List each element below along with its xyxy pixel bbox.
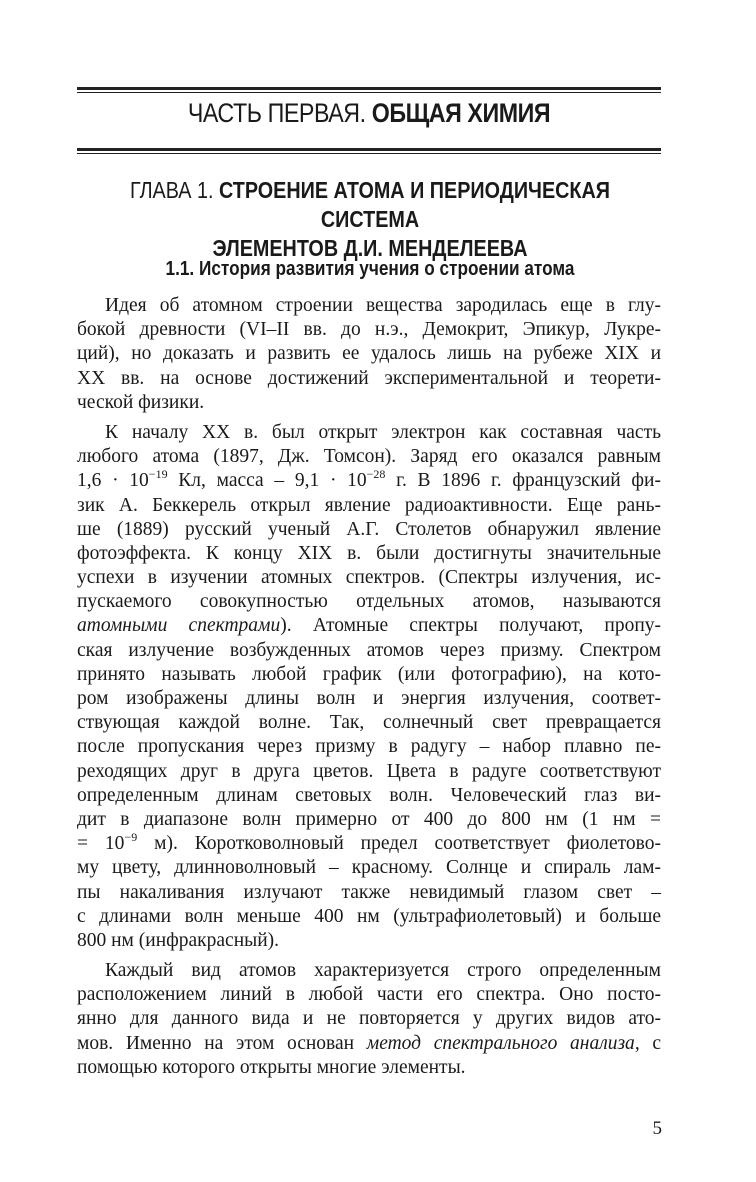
italic-term: атомными спектрами bbox=[77, 615, 281, 637]
text-line: пускаемого совокупностью отдельных атомов, называются bbox=[77, 591, 661, 613]
body-text bbox=[77, 294, 661, 1080]
part-name: ОБЩАЯ ХИМИЯ bbox=[371, 98, 551, 128]
section-title: 1.1. История развития учения о строении атома bbox=[165, 258, 575, 280]
exponent: −28 bbox=[366, 467, 386, 482]
text-line: ром изображены длины волн и энергия излучения, соответ- bbox=[77, 688, 661, 709]
top-rule-thin bbox=[77, 92, 661, 93]
text-line: Идея об атомном строении вещества зародилась еще в глу- bbox=[105, 295, 661, 316]
text-line: зик А. Беккерель открыл явление радиоактивности. Еще рань- bbox=[77, 494, 661, 516]
paragraph-3 bbox=[77, 959, 661, 1080]
exponent: −9 bbox=[124, 830, 138, 845]
text-line: дит в диапазоне волн примерно от 400 до 800 нм (1 нм = bbox=[77, 808, 661, 830]
text-line: 800 нм (инфракрасный). bbox=[77, 929, 280, 951]
chapter-prefix: ГЛАВА 1. bbox=[129, 177, 214, 203]
text-line: помощью которого открыты многие элементы. bbox=[77, 1056, 466, 1078]
text-line: ствующая каждой волне. Так, солнечный свет превращается bbox=[77, 712, 661, 734]
text-line: ческой физики. bbox=[77, 391, 205, 413]
part-prefix: ЧАСТЬ ПЕРВАЯ. bbox=[187, 98, 366, 128]
text-line: любого атома (1897, Дж. Томсон). Заряд его оказался равным bbox=[77, 446, 661, 468]
page-number: 5 bbox=[652, 1118, 662, 1139]
text-line: Каждый вид атомов характеризуется строго определенным bbox=[105, 960, 661, 982]
text-line: с длинами волн меньше 400 нм (ультрафиолетовый) и больше bbox=[77, 905, 661, 927]
italic-term: метод спектрального анализа bbox=[366, 1032, 635, 1054]
text-line: реходящих друг в друга цветов. Цвета в радуге соответствуют bbox=[77, 760, 661, 782]
text-line: ше (1889) русский ученый А.Г. Столетов обнаружил явление bbox=[77, 518, 661, 540]
text-line: мов. Именно на этом основан метод спектрального анализа, с bbox=[77, 1032, 662, 1054]
text-line: расположением линий в любой части его спектра. Оно посто- bbox=[77, 984, 661, 1006]
text-line: $1,6 \cdot 10^{-19}$ Кл, масса – $9,1 \cdot 10^{-28}$ г. В 1896 г. французский фи- bbox=[77, 467, 661, 492]
text-line: = $10^{-9}$ м). Коротковолновый предел соответствует фиолетово- bbox=[77, 830, 661, 855]
text-line: пы накаливания излучают также невидимый глазом свет – bbox=[77, 881, 661, 903]
paragraph-2 bbox=[77, 421, 661, 953]
part-bottom-rule-thin bbox=[77, 153, 661, 154]
chapter-title bbox=[103, 176, 636, 263]
text-line: после пропускания через призму в радугу – набор плавно пе- bbox=[77, 736, 661, 758]
text-line: бокой древности (VI–II вв. до н.э., Демокрит, Эпикур, Лукре- bbox=[77, 319, 661, 341]
chapter-title-line1: СТРОЕНИЕ АТОМА И ПЕРИОДИЧЕСКАЯ СИСТЕМА bbox=[218, 177, 611, 232]
text-line: XX вв. на основе достижений экспериментальной и теорети- bbox=[77, 367, 661, 389]
text-line: определенным длинам световых волн. Человеческий глаз ви- bbox=[77, 784, 661, 806]
text-line: принято называть любой график (или фотографию), на кото- bbox=[77, 663, 661, 685]
text-line: ций), но доказать и развить ее удалось лишь на рубеже XIX и bbox=[77, 343, 661, 365]
text-line: янно для данного вида и не повторяется у других видов ато- bbox=[77, 1008, 661, 1030]
text-line: атомными спектрами). Атомные спектры получают, пропу- bbox=[77, 615, 661, 637]
part-bottom-rule bbox=[77, 148, 661, 151]
top-rule bbox=[77, 87, 661, 90]
exponent: −19 bbox=[148, 467, 168, 482]
text-line: К началу XX в. был открыт электрон как составная часть bbox=[105, 421, 661, 443]
part-title bbox=[118, 98, 620, 129]
text-line: ская излучение возбужденных атомов через призму. Спектром bbox=[77, 639, 661, 661]
text-line: фотоэффекта. К концу XIX в. были достигнуты значительные bbox=[77, 542, 661, 564]
chapter-title-line2: ЭЛЕМЕНТОВ Д.И. МЕНДЕЛЕЕВА bbox=[212, 235, 528, 261]
text-line: успехи в изучении атомных спектров. (Спектры излучения, ис- bbox=[77, 567, 661, 589]
text-line: му цвету, длинноволновый – красному. Солнце и спираль лам- bbox=[77, 857, 661, 879]
paragraph-1 bbox=[77, 294, 661, 415]
